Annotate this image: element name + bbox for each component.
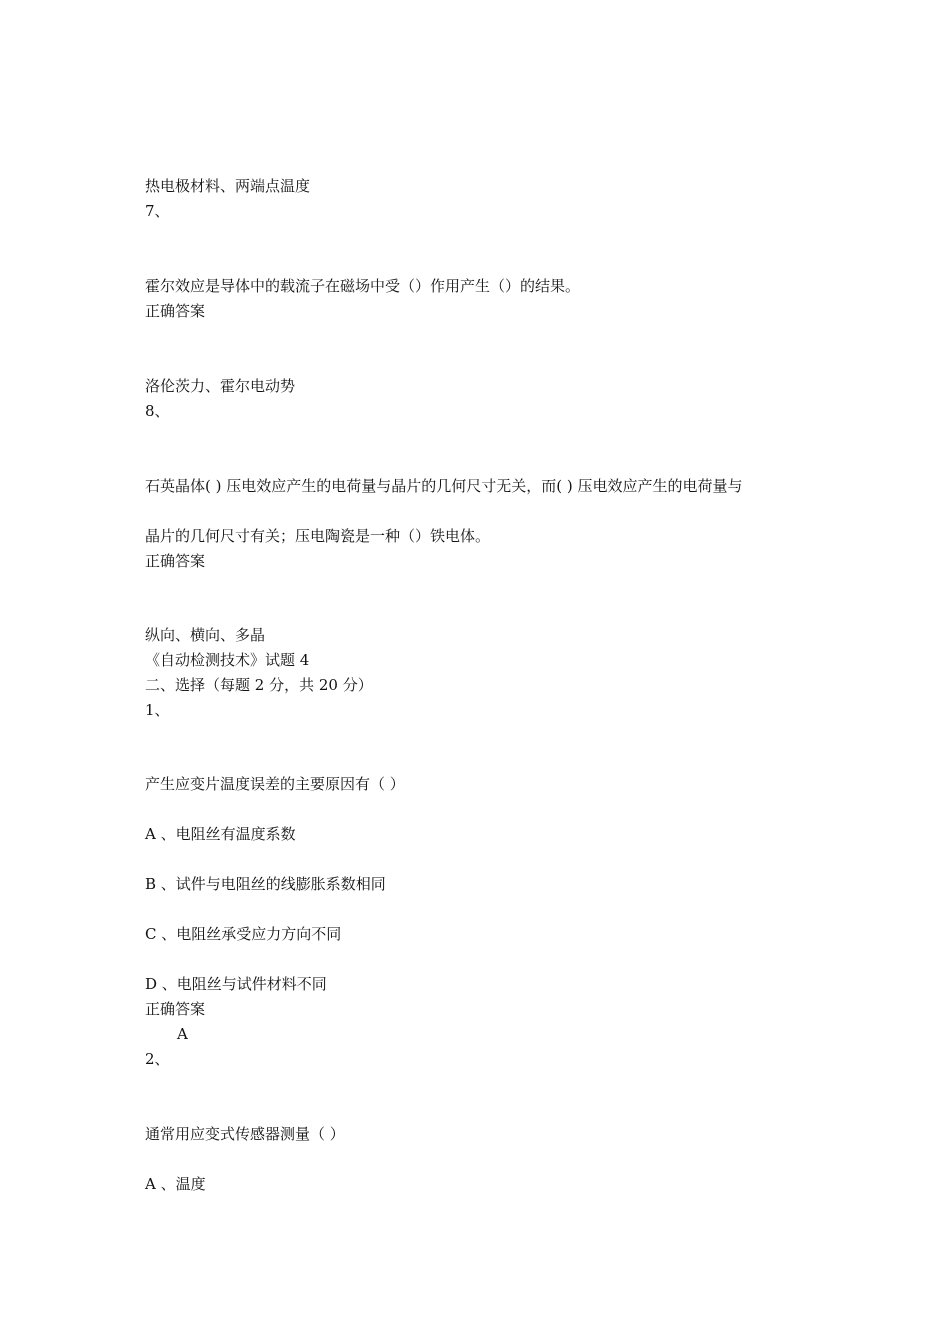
- option-d: D 、电阻丝与试件材料不同: [145, 975, 327, 993]
- question-text: 石英晶体( ) 压电效应产生的电荷量与晶片的几何尺寸无关，而( ) 压电效应产生的电荷量与: [145, 477, 743, 495]
- answer-text: 纵向、横向、多晶: [145, 626, 266, 644]
- option-c: C 、电阻丝承受应力方向不同: [145, 925, 342, 943]
- option-a: A 、温度: [145, 1175, 206, 1193]
- question-text: 霍尔效应是导体中的载流子在磁场中受（）作用产生（）的结果。: [145, 277, 581, 295]
- answer-text: 热电极材料、两端点温度: [145, 177, 311, 195]
- question-number: 2、: [145, 1050, 170, 1068]
- answer-text: A: [177, 1025, 188, 1043]
- section-heading: 二、选择（每题 2 分，共 20 分）: [145, 676, 373, 694]
- option-b: B 、试件与电阻丝的线膨胀系数相同: [145, 875, 386, 893]
- question-number: 7、: [145, 202, 170, 220]
- answer-label: 正确答案: [145, 302, 206, 320]
- answer-text: 洛伦茨力、霍尔电动势: [145, 377, 296, 395]
- section-title: 《自动检测技术》试题 4: [145, 651, 310, 669]
- question-text: 产生应变片温度误差的主要原因有（ ）: [145, 775, 405, 793]
- question-text-continued: 晶片的几何尺寸有关；压电陶瓷是一种（）铁电体。: [145, 527, 491, 545]
- question-number: 1、: [145, 701, 170, 719]
- option-a: A 、电阻丝有温度系数: [145, 825, 296, 843]
- answer-label: 正确答案: [145, 552, 206, 570]
- question-number: 8、: [145, 402, 170, 420]
- answer-label: 正确答案: [145, 1000, 206, 1018]
- question-text: 通常用应变式传感器测量（ ）: [145, 1125, 345, 1143]
